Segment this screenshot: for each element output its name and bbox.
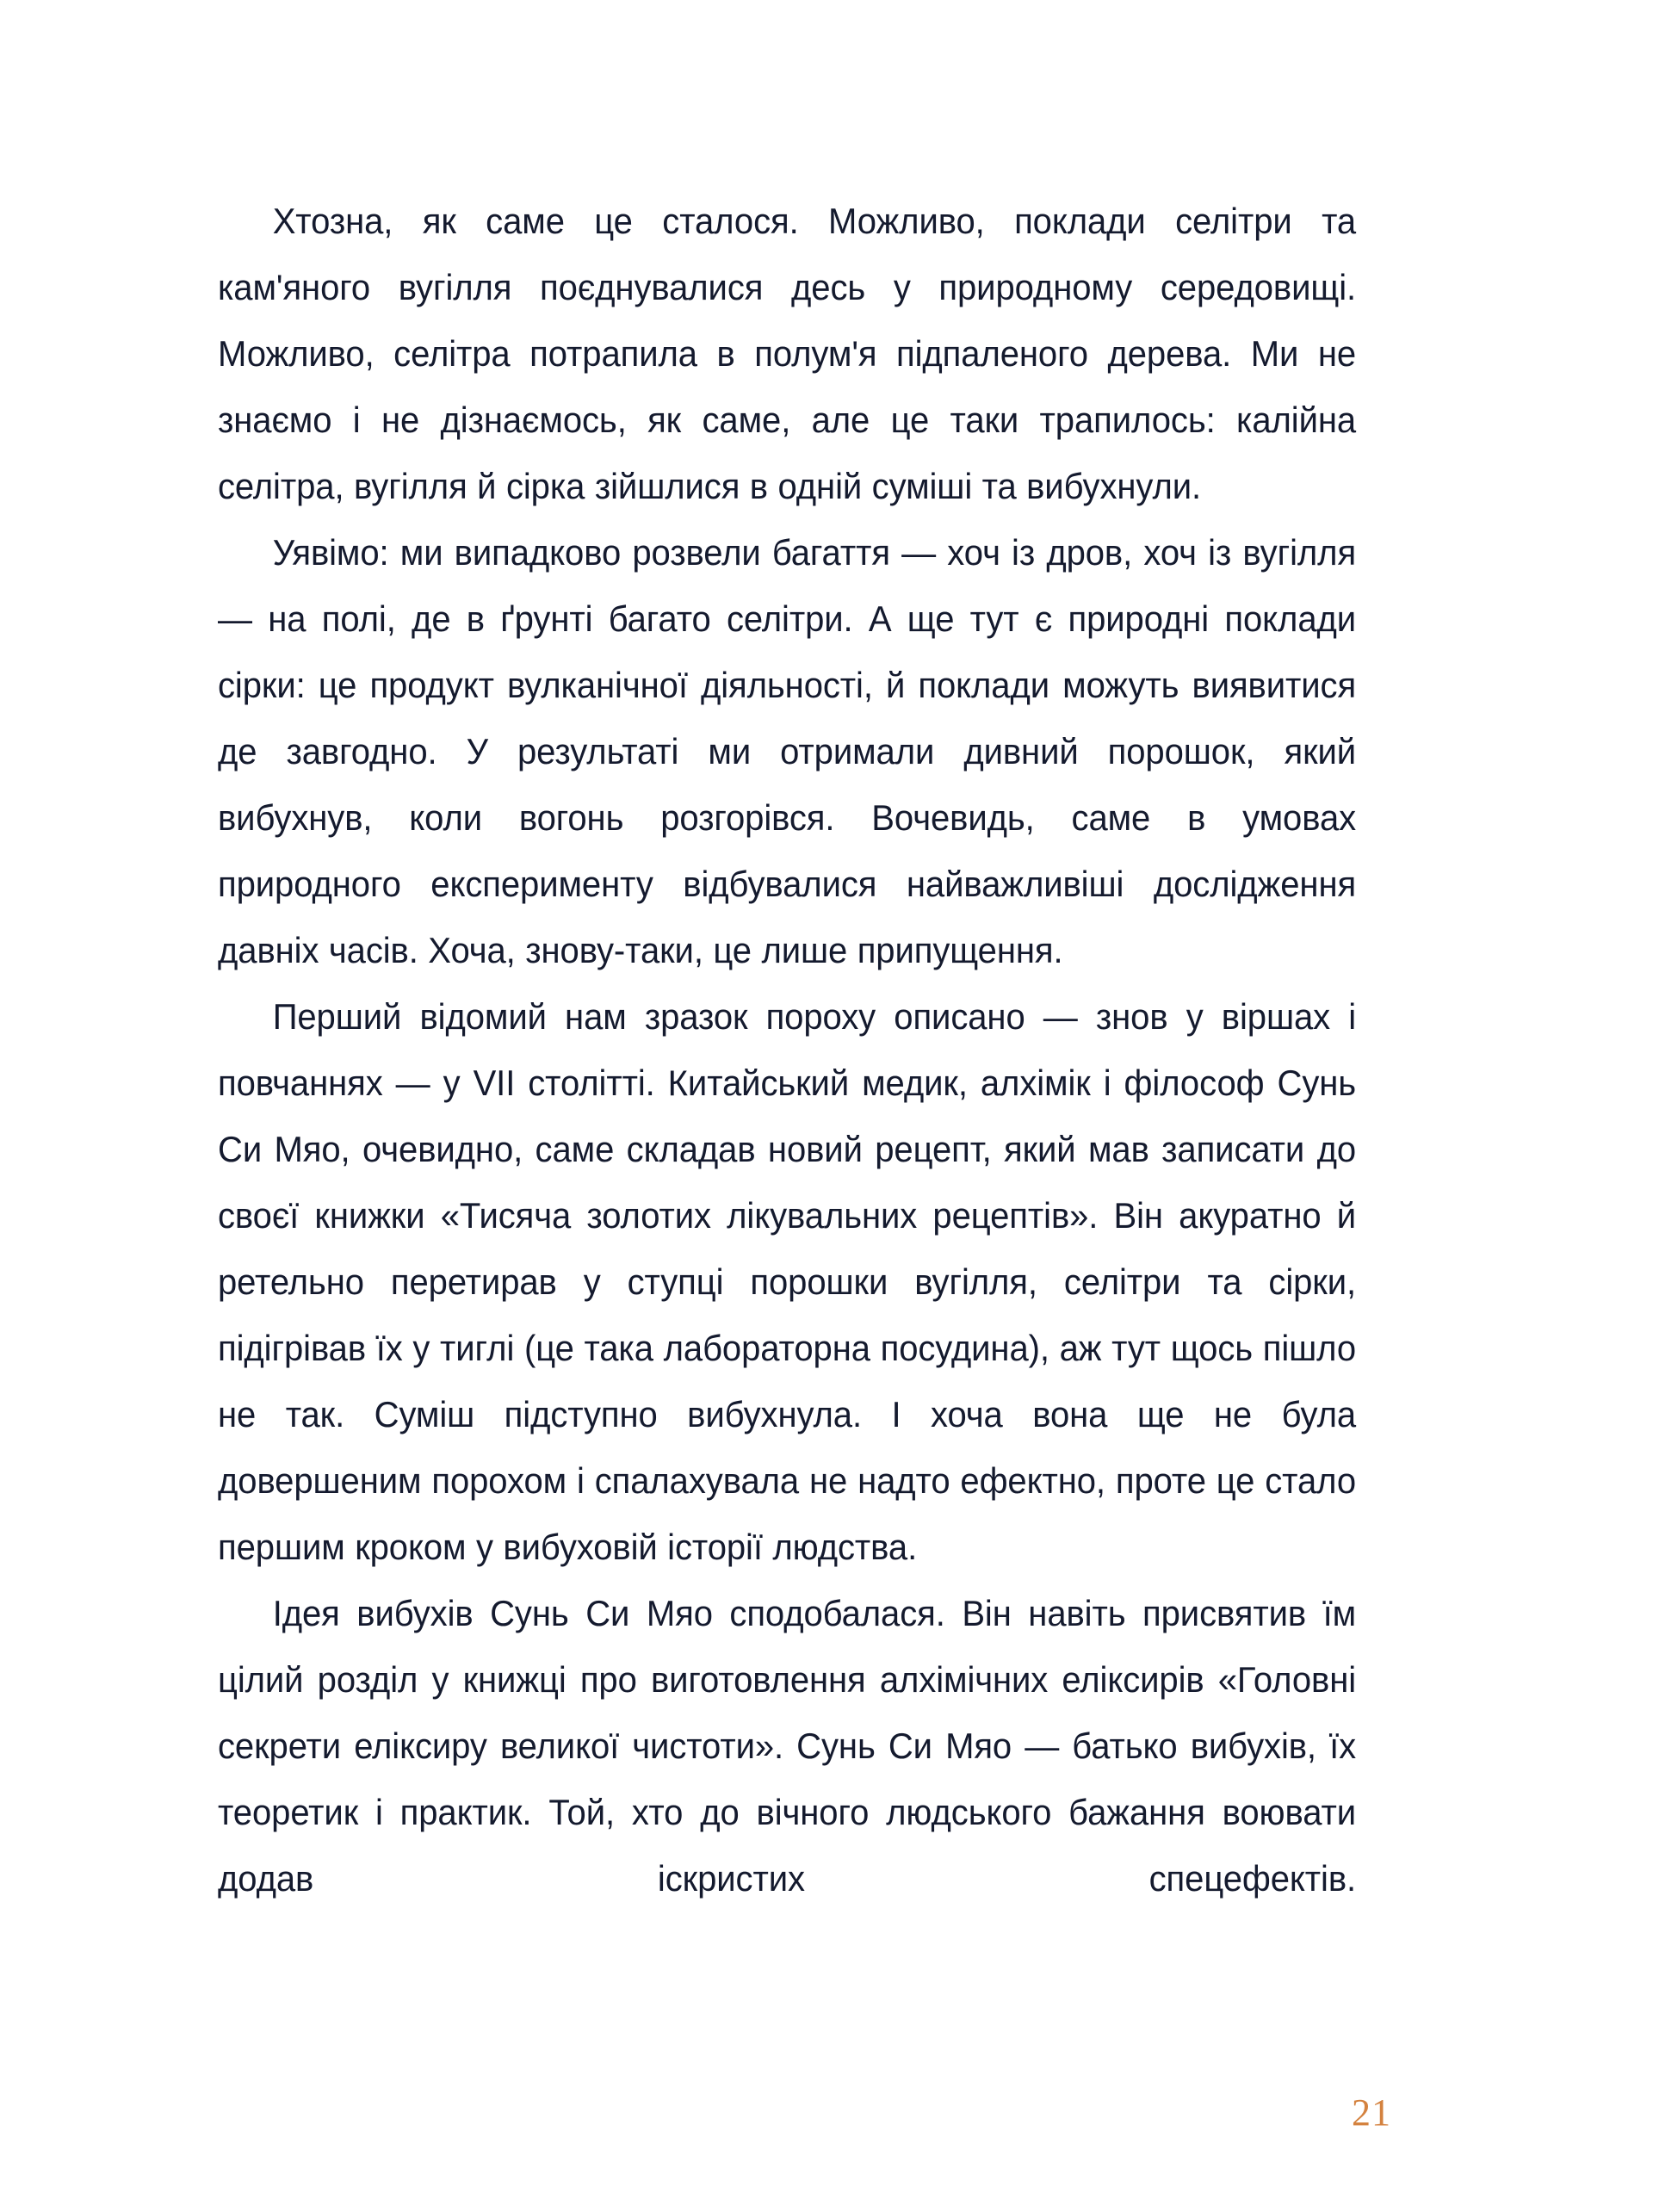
page-number: 21 xyxy=(1352,2091,1391,2134)
paragraph: Уявімо: ми випадково розвели багаття — хоч із дров, хоч із вугілля — на полі, де в ґрунті багато селітри. А ще тут є природні поклади сірки: це продукт вулканічної діяльності, й поклади можуть виявитися де завгодно. У результаті ми отримали дивний порошок, який вибухнув, коли вогонь розгорівся. Вочевидь, саме в умовах природного експерименту відбувалися найважливіші дослідження давніх часів. Хоча, знову-таки, це лише припущення. xyxy=(218,532,1357,970)
paragraph: Перший відомий нам зразок пороху описано — знов у віршах і повчаннях — у VII столітті. Китайський медик, алхімік і філософ Сунь Си Мяо, очевидно, саме складав новий рецепт, який мав записати до своєї книжки «Тисяча золотих лікувальних рецептів». Він акуратно й ретельно перетирав у ступці порошки вугілля, селітри та сірки, підігрівав їх у тиглі (це така лабораторна посудина), аж тут щось пішло не так. Суміш підступно вибухнула. І хоча вона ще не була довершеним порохом і спалахувала не надто ефектно, проте це стало першим кроком у вибуховій історії людства. xyxy=(218,996,1357,1567)
paragraph: Ідея вибухів Сунь Си Мяо сподобалася. Він навіть присвятив їм цілий розділ у книжці про виготовлення алхімічних еліксирів «Головні секрети еліксиру великої чистоти». Сунь Си Мяо — батько вибухів, їх теоретик і практик. Той, хто до вічного людського бажання воювати додав іскристих спецефектів. xyxy=(218,1593,1357,1899)
body-text-column xyxy=(218,188,1397,1911)
paragraph: Хтозна, як саме це сталося. Можливо, поклади селітри та кам'яного вугілля поєднувалися десь у природному середовищі. Можливо, селітра потрапила в полум'я підпаленого дерева. Ми не знаємо і не дізнаємось, як саме, але це таки трапилось: калійна селітра, вугілля й сірка зійшлися в одній суміші та вибухнули. xyxy=(218,201,1357,506)
